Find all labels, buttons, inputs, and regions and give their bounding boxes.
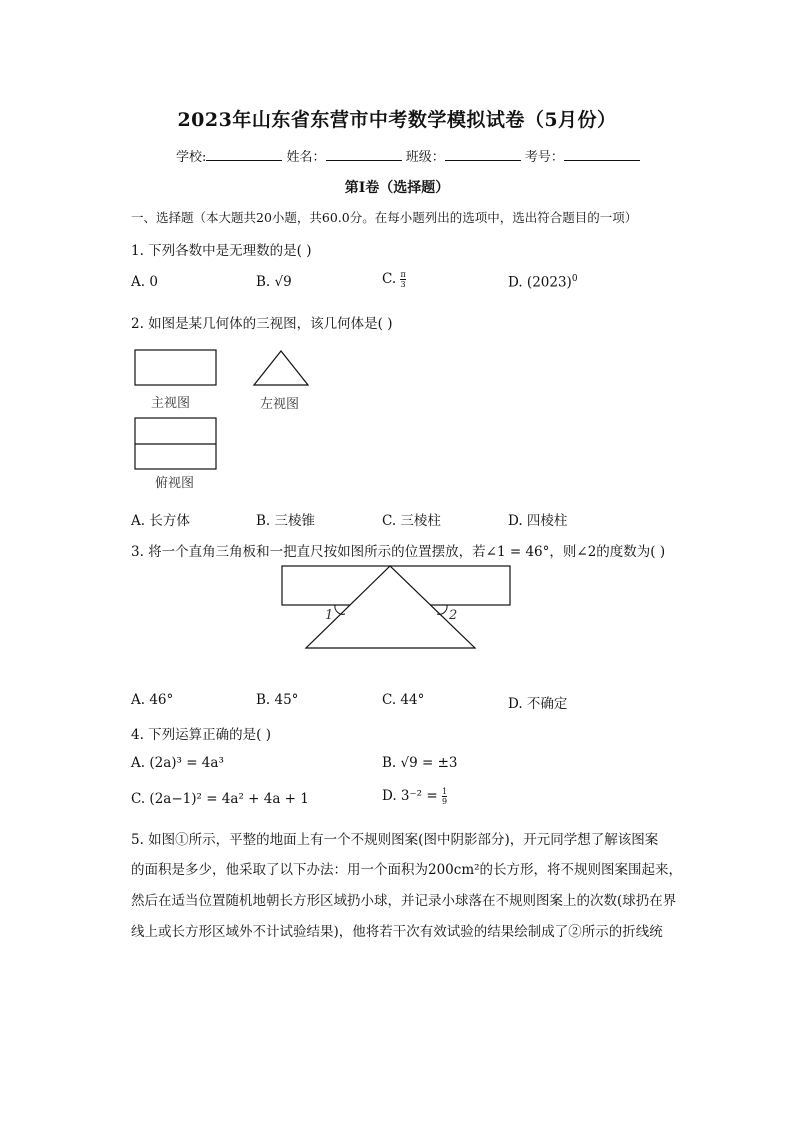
class-label: 班级： <box>405 150 445 165</box>
q1-stem: 1. 下列各数中是无理数的是( ) <box>131 243 312 259</box>
fraction-numerator: 1 <box>441 787 448 796</box>
set-square-triangle <box>306 566 475 648</box>
fraction-numerator: π <box>400 270 406 279</box>
q5-line: 的面积是多少，他采取了以下办法：用一个面积为200cm²的长方形，将不规则图案围起来， <box>131 862 683 878</box>
q5-line: 线上或长方形区域外不计试验结果)，他将若干次有效试验的结果绘制成了②所示的折线统 <box>131 924 663 940</box>
exam-no-label: 考号： <box>524 150 564 165</box>
q2-stem: 2. 如图是某几何体的三视图，该几何体是( ) <box>131 316 393 332</box>
q2-option-a[interactable]: A. 长方体 <box>131 513 190 529</box>
q4-stem: 4. 下列运算正确的是( ) <box>131 727 271 743</box>
q3-option-a[interactable]: A. 46° <box>131 692 174 708</box>
q5-line: 然后在适当位置随机地朝长方形区域扔小球，并记录小球落在不规则图案上的次数(球扔在界 <box>131 893 677 909</box>
part-heading: 一、选择题（本大题共20小题，共60.0分。在每小题列出的选项中，选出符合题目的一项） <box>131 210 638 225</box>
q3-option-b[interactable]: B. 45° <box>256 692 299 708</box>
left-view-label: 左视图 <box>260 397 300 412</box>
angle1-label: 1 <box>325 608 334 623</box>
q2-option-b[interactable]: B. 三棱锥 <box>256 513 316 529</box>
q2-option-d[interactable]: D. 四棱柱 <box>508 513 568 529</box>
fraction-denominator: 9 <box>441 797 448 806</box>
page-title: 2023年山东省东营市中考数学模拟试卷（5月份） <box>177 109 617 131</box>
q4-option-b[interactable]: B. √9 = ±3 <box>382 755 458 771</box>
q3-option-d[interactable]: D. 不确定 <box>508 696 568 712</box>
q4-option-d-fraction <box>442 787 447 806</box>
top-view-label: 俯视图 <box>155 476 195 491</box>
name-label: 姓名： <box>286 150 326 165</box>
q4-option-a[interactable]: A. (2a)³ = 4a³ <box>131 755 224 771</box>
front-view-label: 主视图 <box>151 396 191 411</box>
q1-option-a[interactable]: A. 0 <box>131 274 158 290</box>
q1-option-d-label: D. (2023) <box>508 274 572 291</box>
q3-stem: 3. 将一个直角三角板和一把直尺按如图所示的位置摆放，若∠1 = 46°，则∠2的度数为( ) <box>131 544 666 560</box>
q1-option-d-exponent: 0 <box>571 274 578 284</box>
q1-option-c-label: C. <box>382 271 397 287</box>
angle2-label: 2 <box>449 608 458 623</box>
q4-option-d-label: D. 3⁻² = <box>382 788 438 804</box>
section-heading: 第I卷（选择题） <box>344 180 450 196</box>
q4-option-c[interactable]: C. (2a−1)² = 4a² + 4a + 1 <box>131 791 309 807</box>
school-label: 学校: <box>176 150 207 165</box>
q1-option-b[interactable]: B. √9 <box>256 274 292 290</box>
q2-option-c[interactable]: C. 三棱柱 <box>382 513 441 529</box>
q5-line: 5. 如图①所示，平整的地面上有一个不规则图案(图中阴影部分)，开元同学想了解该图案 <box>131 832 659 848</box>
q3-option-c[interactable]: C. 44° <box>382 692 425 708</box>
q4-option-d[interactable] <box>382 787 447 806</box>
fraction-denominator: 3 <box>400 280 406 289</box>
